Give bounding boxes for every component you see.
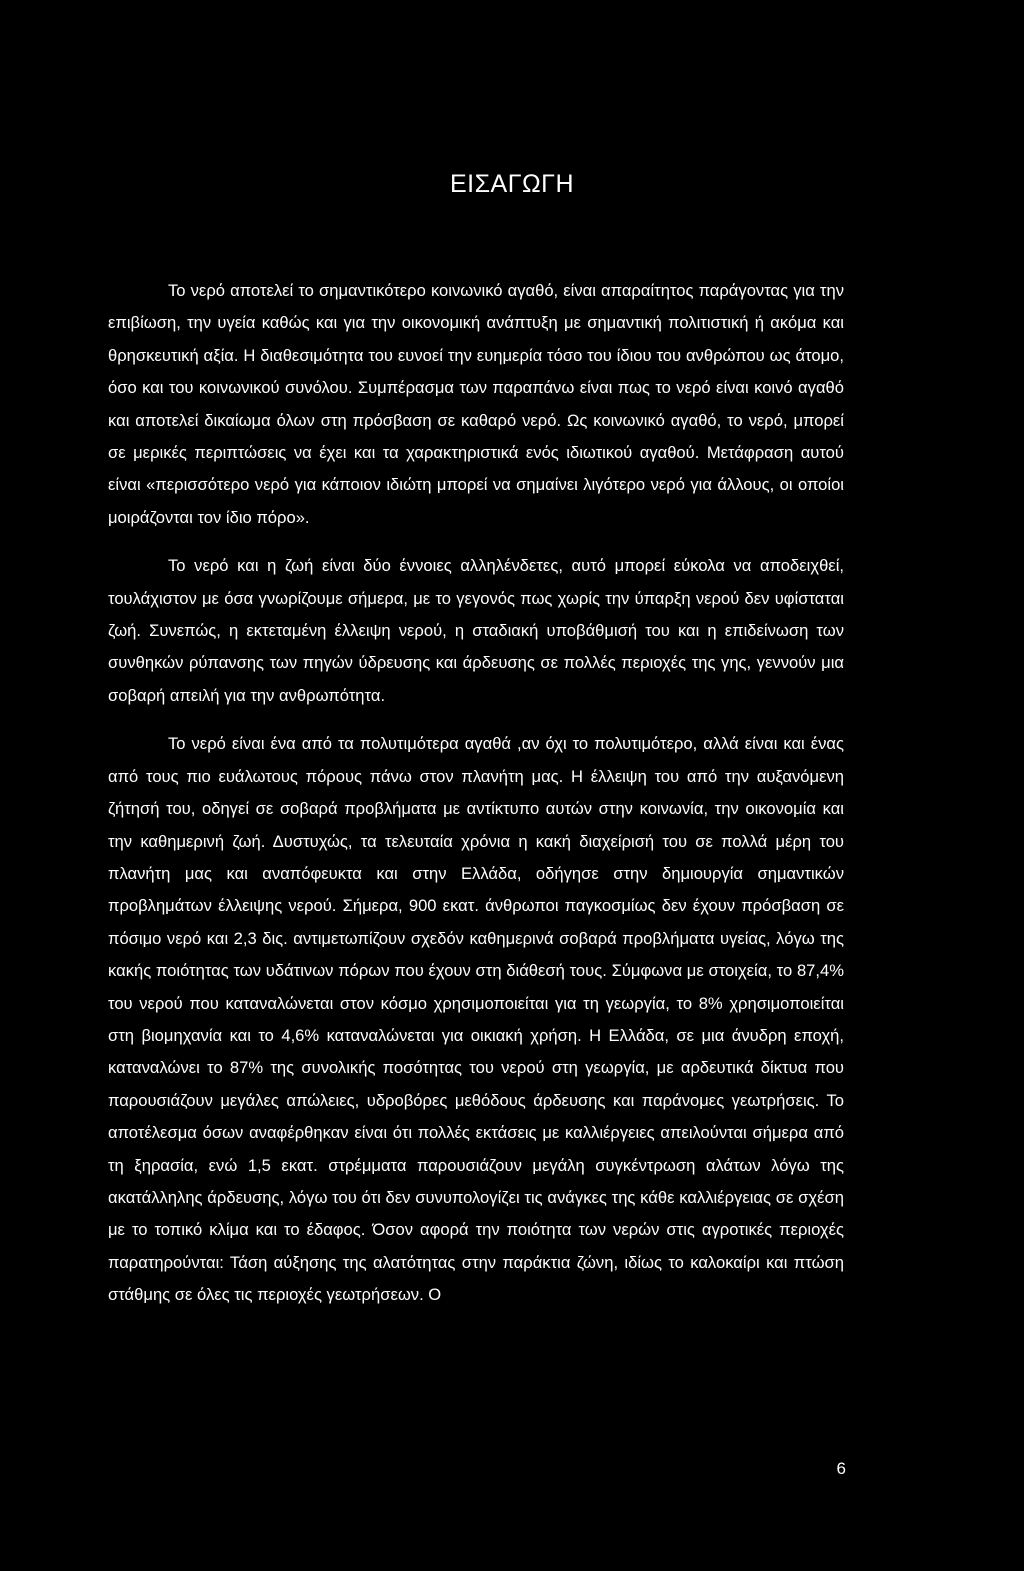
paragraph-3: Το νερό είναι ένα από τα πολυτιμότερα αγαθά ,αν όχι το πολυτιμότερο, αλλά είναι και ένας από τους πιο ευάλωτους πόρους πάνω στον πλανήτη μας. Η έλλειψη του από την αυξανόμενη ζήτησή του, οδηγεί σε σοβαρά προβλήματα με αντίκτυπο αυτών στην κοινωνία, την οικονομία και την καθημερινή ζωή. Δυστυχώς, τα τελευταία χρόνια η κακή διαχείρισή του σε πολλά μέρη του πλανήτη μας και αναπόφευκτα και στην Ελλάδα, οδήγησε στην δημιουργία σημαντικών προβλημάτων έλλειψης νερού. Σήμερα, 900 εκατ. άνθρωποι παγκοσμίως δεν έχουν πρόσβαση σε πόσιμο νερό και 2,3 δις. αντιμετωπίζουν σχεδόν καθημερινά σοβαρά προβλήματα υγείας, λόγω της κακής ποιότητας των υδάτινων πόρων που έχουν στη διάθεσή τους. Σύμφωνα με στοιχεία, το 87,4% του νερού που καταναλώνεται στον κόσμο χρησιμοποιείται για τη γεωργία, το 8% χρησιμοποιείται στη βιομηχανία και το 4,6% καταναλώνεται για οικιακή χρήση. Η Ελλάδα, σε μια άνυδρη εποχή, καταναλώνει το 87% της συνολικής ποσότητας του νερού στη γεωργία, με αρδευτικά δίκτυα που παρουσιάζουν μεγάλες απώλειες, υδροβόρες μεθόδους άρδευσης και παράνομες γεωτρήσεις. Το αποτέλεσμα όσων αναφέρθηκαν είναι ότι πολλές εκτάσεις με καλλιέργειες απειλούνται σήμερα από τη ξηρασία, ενώ 1,5 εκατ. στρέμματα παρουσιάζουν μεγάλη συγκέντρωση αλάτων λόγω της ακατάλληλης άρδευσης, λόγω του ότι δεν συνυπολογίζει τις ανάγκες της κάθε καλλιέργειας σε σχέση με το τοπικό κλίμα και το έδαφος. Όσον αφορά την ποιότητα των νερών στις αγροτικές περιοχές παρατηρούνται: Τάση αύξησης της αλατότητας στην παράκτια ζώνη, ιδίως το καλοκαίρι και πτώση στάθμης σε όλες τις περιοχές γεωτρήσεων. Ο	[108, 734, 844, 1305]
body-text	[108, 275, 844, 1312]
page-number: 6	[836, 1459, 846, 1478]
paragraph-2: Το νερό και η ζωή είναι δύο έννοιες αλληλένδετες, αυτό μπορεί εύκολα να αποδειχθεί, τουλάχιστον με όσα γνωρίζουμε σήμερα, με το γεγονός πως χωρίς την ύπαρξη νερού δεν υφίσταται ζωή. Συνεπώς, η εκτεταμένη έλλειψη νερού, η σταδιακή υποβάθμισή του και η επιδείνωση των συνθηκών ρύπανσης των πηγών ύδρευσης και άρδευσης σε πολλές περιοχές της γης, γεννούν μια σοβαρή απειλή για την ανθρωπότητα.	[108, 556, 844, 705]
paragraph-1: Το νερό αποτελεί το σημαντικότερο κοινωνικό αγαθό, είναι απαραίτητος παράγοντας για την επιβίωση, την υγεία καθώς και για την οικονομική ανάπτυξη με σημαντική πολιτιστική ή ακόμα και θρησκευτική αξία. Η διαθεσιμότητα του ευνοεί την ευημερία τόσο του ίδιου του ανθρώπου ως άτομο, όσο και του κοινωνικού συνόλου. Συμπέρασμα των παραπάνω είναι πως το νερό είναι κοινό αγαθό και αποτελεί δικαίωμα όλων στη πρόσβαση σε καθαρό νερό. Ως κοινωνικό αγαθό, το νερό, μπορεί σε μερικές περιπτώσεις να έχει και τα χαρακτηριστικά ενός ιδιωτικού αγαθού. Μετάφραση αυτού είναι «περισσότερο νερό για κάποιον ιδιώτη μπορεί να σημαίνει λιγότερο νερό για άλλους, οι οποίοι μοιράζονται τον ίδιο πόρο».	[108, 281, 844, 527]
section-title: ΕΙΣΑΓΩΓΗ	[449, 170, 575, 198]
